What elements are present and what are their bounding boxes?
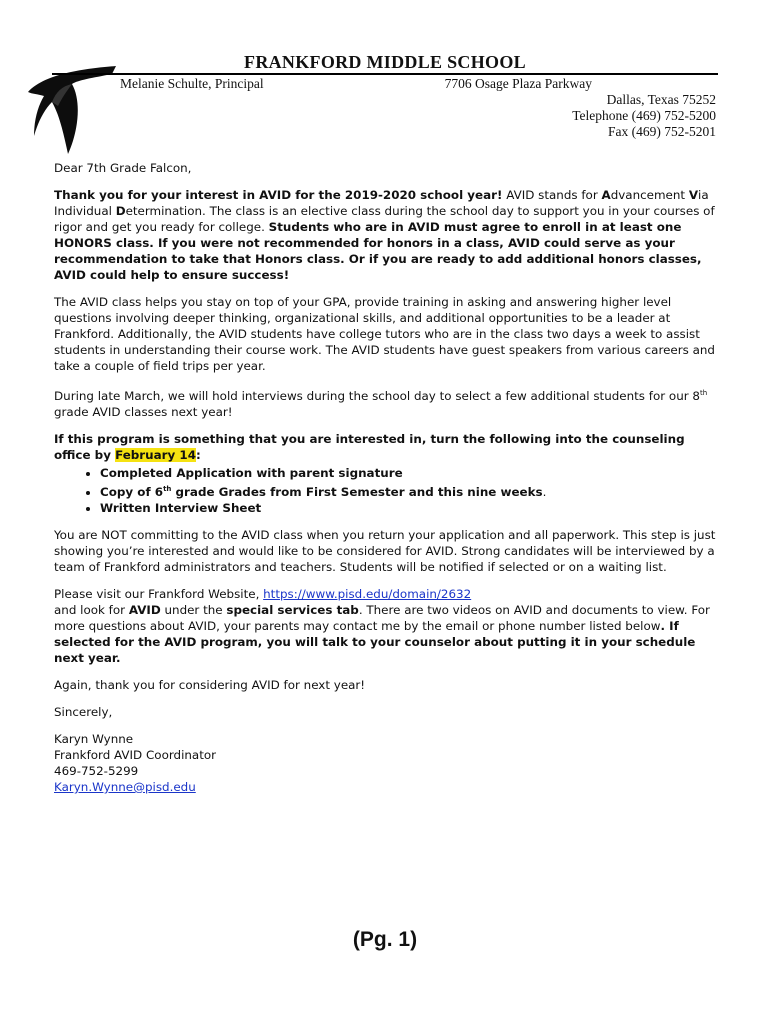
page-number: (Pg. 1) xyxy=(352,928,418,951)
signer-name: Karyn Wynne xyxy=(54,731,134,746)
list-item: • Written Interview Sheet xyxy=(100,500,716,516)
paragraph-thanks: Again, thank you for considering AVID for next year! xyxy=(54,677,366,692)
principal-name: Melanie Schulte, Principal xyxy=(120,76,264,91)
closing: Sincerely, xyxy=(54,704,113,719)
list-item: • Completed Application with parent signature xyxy=(100,465,716,481)
paragraph-about: The AVID class helps you stay on top of your GPA, provide training in asking and answering higher level questions involving deeper thinking, organizational skills, and additional opportunities to be a leader at Frankford. Additionally, the AVID students have college tutors who are in the class two days a week to assist students in understanding their course work. The AVID students have guest speakers from various careers and take a couple of field trips per year. xyxy=(54,295,715,373)
signature-block xyxy=(54,731,716,795)
paragraph-interviews: During late March, we will hold interviews during the school day to select a few additional students for our 8th grade AVID classes next year! xyxy=(54,388,708,419)
letter-body xyxy=(54,160,716,795)
list-item: • Copy of 6th grade Grades from First Semester and this nine weeks. xyxy=(100,481,716,500)
paragraph-commitment: You are NOT committing to the AVID class when you return your application and all paperwork. This step is just showing you’re interested and would like to be considered for AVID. Strong candidates will be interviewed by a team of Frankford administrators and teachers. Students will be notified if selected or on a waiting list. xyxy=(54,527,716,574)
paragraph-instructions: If this program is something that you are interested in, turn the following into the counseling office by February 14: xyxy=(54,431,685,462)
signer-phone: 469-752-5299 xyxy=(54,763,139,778)
address-city: Dallas, Texas 75252 xyxy=(606,92,716,107)
salutation: Dear 7th Grade Falcon, xyxy=(54,161,192,175)
required-items-list xyxy=(54,465,716,516)
paragraph-intro: Thank you for your interest in AVID for the 2019-2020 school year! AVID stands for Advancement Via Individual Determination. The class is an elective class during the school day to support you in your courses of rigor and get you ready for college. Students who are in AVID must agree to enroll in at least one HONORS class. If you were not recommended for honors in a class, AVID could serve as your recommendation to take that Honors class. Or if you are ready to add additional honors classes, AVID could help to ensure success! xyxy=(54,188,715,282)
deadline-highlight: February 14 xyxy=(115,447,196,462)
website-link[interactable]: https://www.pisd.edu/domain/2632 xyxy=(263,586,472,601)
paragraph-website: Please visit our Frankford Website, https://www.pisd.edu/domain/2632 and look for AVID under the special services tab. There are two videos on AVID and documents to view. For more questions about AVID, your parents may contact me by the email or phone number listed below. If selected for the AVID program, you will talk to your counselor about putting it in your schedule next year. xyxy=(54,586,710,665)
school-name: FRANKFORD MIDDLE SCHOOL xyxy=(244,52,526,72)
fax: Fax (469) 752-5201 xyxy=(608,124,716,139)
telephone: Telephone (469) 752-5200 xyxy=(572,108,716,123)
falcon-logo xyxy=(22,62,118,158)
header-rule xyxy=(52,73,718,75)
address-street: 7706 Osage Plaza Parkway xyxy=(444,76,592,91)
signer-email-link[interactable]: Karyn.Wynne@pisd.edu xyxy=(54,779,196,794)
signer-title: Frankford AVID Coordinator xyxy=(54,747,217,762)
